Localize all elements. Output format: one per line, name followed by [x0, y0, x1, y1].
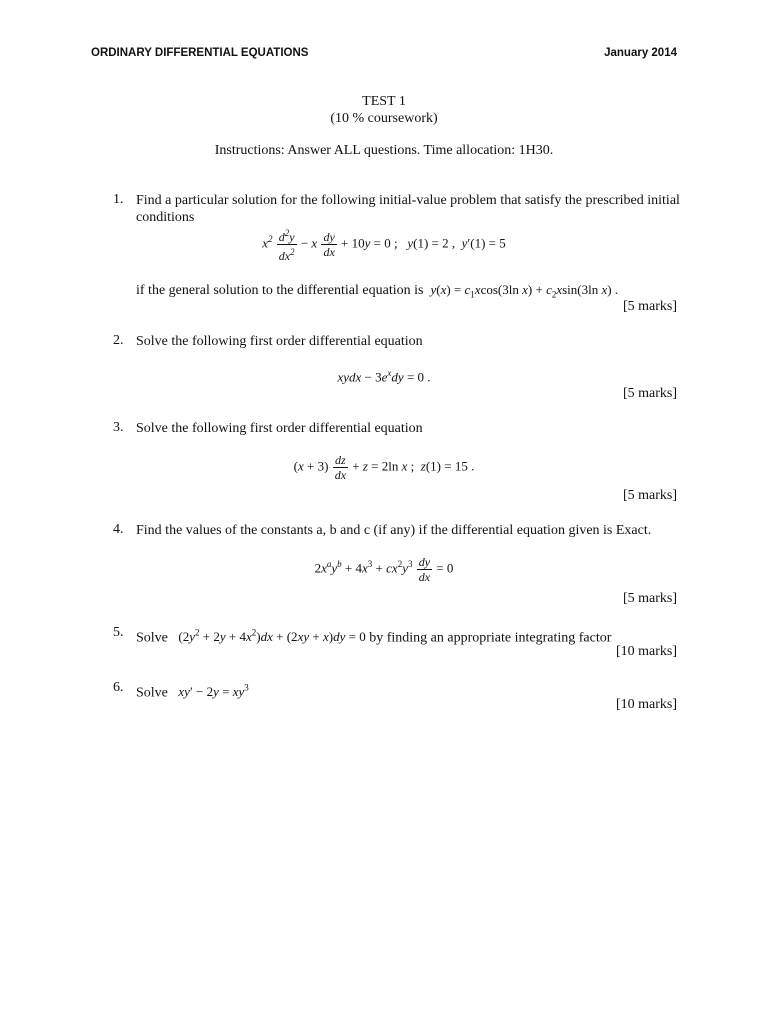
question-5-suffix: by finding an appropriate integrating factor — [369, 630, 612, 646]
test-subtitle: (10 % coursework) — [330, 111, 438, 126]
question-4-marks: [5 marks] — [622, 591, 677, 606]
question-4-number: 4. — [113, 522, 124, 537]
question-3-marks: [5 marks] — [622, 488, 677, 503]
question-5-prefix: Solve — [136, 630, 168, 646]
question-1-equation: $x^2$ $\frac{d^2y}{dx^2}$ − x $\frac{dy}{dx}$ + 10y = 0 ; y(1) = 2 , y′(1) = 5 — [262, 228, 506, 263]
question-5-equation: $(2y^2 + 2y + 4x^2)dx + (2xy + x)dy = 0$ — [178, 628, 366, 645]
question-3-equation: (x + 3) $\frac{dz}{dx}$ + z = 2ln x ; z(1) = 15 . — [293, 453, 475, 482]
question-1-marks: [5 marks] — [622, 299, 677, 314]
question-6-text — [136, 680, 681, 701]
question-4-equation: $2x^ay^b + 4x^3 + cx^2y^3$ $\frac{dy}{dx}$ = 0 — [314, 555, 454, 584]
exam-date: January 2014 — [604, 47, 677, 59]
test-title: TEST 1 — [362, 94, 406, 109]
question-4-text: Find the values of the constants a, b and c (if any) if the differential equation given is Exact. — [136, 523, 652, 538]
question-5-text — [136, 625, 681, 646]
question-1-line3 — [136, 281, 681, 304]
course-title: ORDINARY DIFFERENTIAL EQUATIONS — [91, 47, 309, 59]
question-2-marks: [5 marks] — [622, 386, 677, 401]
question-2-text: Solve the following first order differential equation — [136, 334, 423, 349]
question-5-marks: [10 marks] — [615, 644, 677, 659]
question-6-number: 6. — [113, 680, 124, 695]
question-6-marks: [10 marks] — [615, 697, 677, 712]
question-1-line1: Find a particular solution for the following initial-value problem that satisfy the prescribed initial — [136, 193, 680, 208]
question-6-prefix: Solve — [136, 685, 168, 701]
question-3-number: 3. — [113, 420, 124, 435]
question-5-number: 5. — [113, 625, 124, 640]
question-1-line3-text: if the general solution to the differential equation is — [136, 283, 424, 298]
question-1-number: 1. — [113, 192, 124, 207]
page-header — [91, 47, 677, 59]
question-3-text: Solve the following first order differential equation — [136, 421, 423, 436]
question-1-line2: conditions — [136, 210, 195, 225]
question-2-equation: xydx − $3e^xdy = 0$ . — [337, 368, 431, 385]
instructions: Instructions: Answer ALL questions. Time allocation: 1H30. — [214, 143, 554, 158]
question-2-number: 2. — [113, 333, 124, 348]
question-6-equation: $xy' - 2y = xy^3$ — [178, 683, 249, 700]
question-1-general-solution: $y(x) = c_1xcos(3\ln$ $x) + c_2xsin(3\ln$ x) . — [430, 282, 619, 300]
